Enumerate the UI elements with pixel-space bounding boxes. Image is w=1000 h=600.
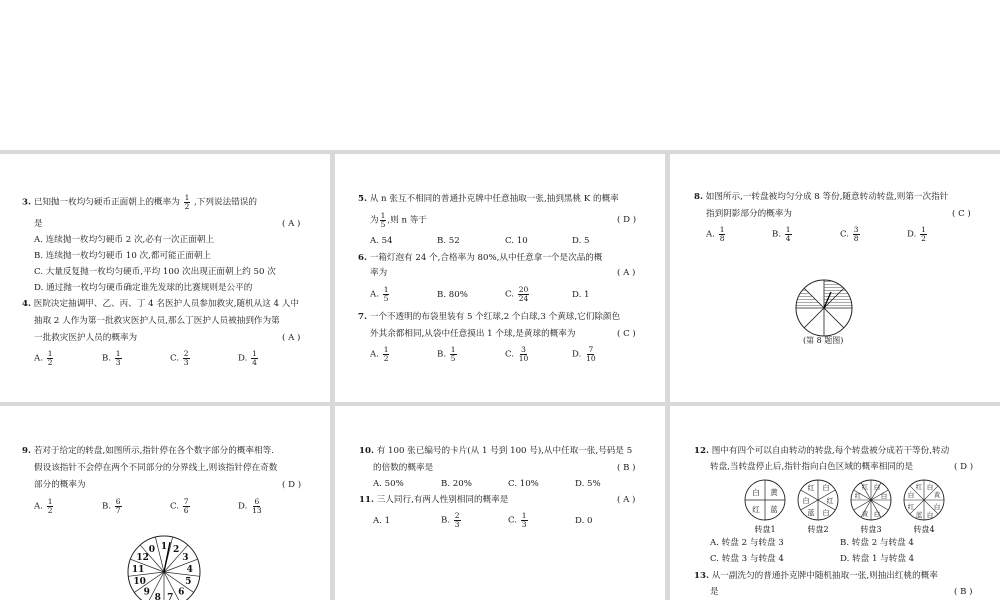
q4-text: 医院决定抽调甲、乙、丙、丁 4 名医护人员参加救灾,随机从这 4 人中 xyxy=(33,299,299,309)
spinner-4-label: 白 xyxy=(907,491,915,499)
q4-number: 4. xyxy=(22,299,31,309)
spinner-captions xyxy=(754,524,934,534)
q7-text: 一个不透明的布袋里装有 5 个红球,2 个白球,3 个黄球,它们除颜色 xyxy=(369,312,621,322)
q10-line1 xyxy=(359,446,632,456)
spinner-4-label: 黄 xyxy=(933,491,941,499)
q9-sector-number: 11 xyxy=(131,564,145,575)
q9-sector-numbers xyxy=(132,542,193,600)
q4-option-b: B. $\frac{1}{3}$ xyxy=(102,349,121,367)
q8-line1 xyxy=(694,192,948,202)
q8-option-c: C. $\frac{3}{8}$ xyxy=(840,225,859,243)
q11-number: 11. xyxy=(359,495,374,505)
q9-sector-number: 6 xyxy=(178,587,185,598)
spinner-1-label: 蓝 xyxy=(770,505,778,514)
q8-line2: 指到阴影部分的概率为 xyxy=(706,209,792,219)
q11-text: 三人同行,有两人性别相同的概率是 xyxy=(376,495,509,505)
q7-number: 7. xyxy=(358,312,367,322)
q9-line1 xyxy=(22,446,274,456)
spinner-1-label: 红 xyxy=(752,505,760,514)
q13-line2: 是 xyxy=(710,587,719,597)
q12-option-a: A. 转盘 2 与转盘 3 xyxy=(710,538,784,548)
q6-line1 xyxy=(358,253,602,263)
q10-option-a: A. 50% xyxy=(373,479,404,489)
q5-line1 xyxy=(358,194,619,204)
q11-option-b: B. $\frac{2}{3}$ xyxy=(441,511,460,529)
q4-option-d: D. $\frac{1}{4}$ xyxy=(238,349,257,367)
spinner-1-label: 白 xyxy=(752,488,760,497)
q7-option-b: B. $\frac{1}{5}$ xyxy=(437,345,456,363)
q4-line1 xyxy=(22,299,299,309)
q9-sector-number: 4 xyxy=(186,564,193,575)
spinner-2-label: 蓝 xyxy=(807,509,815,517)
q11-option-d: D. 0 xyxy=(575,516,593,526)
spinner-1-caption: 转盘1 xyxy=(754,525,776,534)
q13-text: 从一副洗匀的普通扑克牌中随机抽取一张,则抽出红桃的概率 xyxy=(711,571,938,581)
q6-answer: ( A ) xyxy=(617,268,636,278)
q8-number: 8. xyxy=(694,192,703,202)
q3-line1 xyxy=(22,194,257,210)
q6-option-c: C. $\frac{20}{24}$ xyxy=(505,285,529,303)
q13-line1 xyxy=(694,571,938,581)
q10-answer: ( B ) xyxy=(617,463,636,473)
spinner-3-label: 白 xyxy=(873,483,881,491)
q9-sector-number: 2 xyxy=(172,544,180,555)
q4-line3: 一批救灾医护人员的概率为 xyxy=(34,333,138,343)
q8-answer: ( C ) xyxy=(952,209,971,219)
q5-option-c: C. 10 xyxy=(505,236,528,246)
q3-option-d: D. 通过抛一枚均匀硬币确定谁先发球的比赛规则是公平的 xyxy=(34,283,253,293)
q3-line2: 是 xyxy=(34,219,43,229)
q13-answer: ( B ) xyxy=(954,587,973,597)
q12-spinners-figure xyxy=(740,478,950,534)
q4-option-c: C. $\frac{2}{3}$ xyxy=(170,349,189,367)
q12-line2: 转盘,当转盘停止后,指针指向白色区域的概率相同的是 xyxy=(710,462,914,472)
spinner-4-label: 白 xyxy=(926,511,934,519)
spinner-1 xyxy=(745,480,785,520)
q12-answer: ( D ) xyxy=(954,462,974,472)
spinner-2 xyxy=(798,480,838,520)
blank-header-area xyxy=(0,0,1000,150)
spinner-2-label: 红 xyxy=(807,484,815,492)
q3-number: 3. xyxy=(22,197,31,208)
panel-question-9 xyxy=(0,406,330,600)
q12-line1 xyxy=(694,446,949,456)
q12-option-b: B. 转盘 2 与转盘 4 xyxy=(840,538,914,548)
q7-line1 xyxy=(358,312,620,322)
q9-option-d: D. $\frac{6}{13}$ xyxy=(238,497,262,515)
spinner-2-label: 红 xyxy=(826,497,834,505)
q5-number: 5. xyxy=(358,194,367,204)
panel-questions-12-13 xyxy=(670,406,1000,600)
q6-option-b: B. 80% xyxy=(437,290,468,300)
q5-line2: 为 $\frac{1}{5}$ ,则 n 等于 xyxy=(370,211,427,229)
q9-sector-number: 0 xyxy=(148,544,156,555)
q7-option-c: C. $\frac{3}{10}$ xyxy=(505,345,529,363)
q3-fraction: $\frac{1}{2}$ xyxy=(184,193,190,211)
q10-option-b: B. 20% xyxy=(441,479,472,489)
q3-option-a: A. 连续抛一枚均匀硬币 2 次,必有一次正面朝上 xyxy=(34,235,215,245)
q6-line2: 率为 xyxy=(370,268,388,278)
spinner-4-label: 红 xyxy=(907,503,915,511)
q10-text: 有 100 张已编号的卡片(从 1 号到 100 号),从中任取一张,号码是 5 xyxy=(376,446,633,456)
q9-sector-number: 3 xyxy=(182,553,189,564)
q10-option-d: D. 5% xyxy=(575,479,601,489)
q5-answer: ( D ) xyxy=(617,215,637,225)
q3-text-tail: ,下列说法错误的 xyxy=(194,197,257,208)
q10-line2: 的倍数的概率是 xyxy=(373,463,434,473)
panel-question-8 xyxy=(670,154,1000,402)
spinner-3-label: 红 xyxy=(854,492,862,500)
q6-text: 一箱灯泡有 24 个,合格率为 80%,从中任意拿一个是次品的概 xyxy=(369,253,603,263)
q12-text: 图中有四个可以自由转动的转盘,每个转盘被分成若干等份,转动 xyxy=(711,446,950,456)
q9-spinner-figure xyxy=(126,534,202,600)
q3-option-c: C. 大量反复抛一枚均匀硬币,平均 100 次出现正面朝上约 50 次 xyxy=(34,267,276,277)
q8-option-b: B. $\frac{1}{4}$ xyxy=(772,225,791,243)
q3-option-b: B. 连续抛一枚均匀硬币 10 次,都可能正面朝上 xyxy=(34,251,212,261)
q5-option-d: D. 5 xyxy=(572,236,590,246)
spinner-2-caption: 转盘2 xyxy=(807,525,829,534)
spinner-1-label: 黄 xyxy=(770,488,778,497)
q4-option-a: A. $\frac{1}{2}$ xyxy=(34,349,53,367)
spinner-4-label: 白 xyxy=(933,503,941,511)
panel-questions-5-7 xyxy=(335,154,665,402)
panel-questions-10-11 xyxy=(335,406,665,600)
q10-option-c: C. 10% xyxy=(508,479,539,489)
q9-option-c: C. $\frac{7}{6}$ xyxy=(170,497,189,515)
q5-text: 从 n 张互不相同的普通扑克牌中任意抽取一张,抽到黑桃 K 的概率 xyxy=(369,194,619,204)
q11-line1 xyxy=(359,495,508,505)
q12-number: 12. xyxy=(694,446,709,456)
q12-option-d: D. 转盘 1 与转盘 4 xyxy=(840,554,915,564)
spinner-2-label: 白 xyxy=(822,509,830,517)
q7-answer: ( C ) xyxy=(617,329,636,339)
q12-option-c: C. 转盘 3 与转盘 4 xyxy=(710,554,784,564)
q4-line2: 抽取 2 人作为第一批救灾医护人员,那么丁医护人员被抽到作为第 xyxy=(34,316,280,326)
q10-number: 10. xyxy=(359,446,374,456)
q3-text: 已知抛一枚均匀硬币正面朝上的概率为 xyxy=(33,197,180,208)
q9-answer: ( D ) xyxy=(282,480,302,490)
q4-answer: ( A ) xyxy=(282,333,301,343)
q7-option-d: D. $\frac{7}{10}$ xyxy=(572,345,596,363)
q5-option-b: B. 52 xyxy=(437,236,460,246)
q9-sector-number: 9 xyxy=(143,587,150,598)
spinner-2-label: 白 xyxy=(822,484,830,492)
q9-sector-number: 5 xyxy=(185,577,192,588)
spinner-3-label: 白 xyxy=(880,492,888,500)
q3-answer: ( A ) xyxy=(282,219,301,229)
q9-option-b: B. $\frac{6}{7}$ xyxy=(102,497,121,515)
spinner-4-caption: 转盘4 xyxy=(913,525,935,534)
q7-line2: 外其余都相同,从袋中任意摸出 1 个球,是黄球的概率为 xyxy=(370,329,576,339)
spinner-3 xyxy=(851,480,891,520)
q11-option-c: C. $\frac{1}{3}$ xyxy=(508,511,527,529)
q8-figure-caption: (第 8 题图) xyxy=(803,336,844,345)
spinner-3-label: 红 xyxy=(861,483,869,491)
q9-sector-number: 8 xyxy=(154,593,161,600)
spinner-4 xyxy=(904,480,944,520)
spinner-3-label: 黄 xyxy=(861,510,869,518)
q6-option-a: A. $\frac{1}{5}$ xyxy=(370,285,389,303)
spinner-3-caption: 转盘3 xyxy=(860,525,882,534)
q5-option-a: A. 54 xyxy=(370,236,393,246)
q6-option-d: D. 1 xyxy=(572,290,590,300)
q9-text: 若对于给定的转盘,如图所示,指针停在各个数字部分的概率相等. xyxy=(33,446,274,456)
q9-sector-number: 10 xyxy=(133,577,146,588)
q9-line2: 假设该指针不会停在两个不同部分的分界线上,则该指针停在奇数 xyxy=(34,463,278,473)
q9-number: 9. xyxy=(22,446,31,456)
q9-sector-number: 7 xyxy=(167,593,174,600)
q8-option-a: A. $\frac{1}{8}$ xyxy=(706,225,725,243)
q9-line3: 部分的概率为 xyxy=(34,480,86,490)
q11-option-a: A. 1 xyxy=(373,516,391,526)
q13-number: 13. xyxy=(694,571,709,581)
spinner-2-label: 白 xyxy=(802,497,810,505)
q6-number: 6. xyxy=(358,253,367,263)
q8-option-d: D. $\frac{1}{2}$ xyxy=(907,225,926,243)
spinner-4-label: 红 xyxy=(915,483,923,491)
spinner-4-label: 蓝 xyxy=(915,511,923,519)
spinner-4-label: 白 xyxy=(926,483,934,491)
q9-option-a: A. $\frac{1}{2}$ xyxy=(34,497,53,515)
spinner-3-label: 白 xyxy=(873,510,881,518)
q8-text: 如图所示,一转盘被均匀分成 8 等份,随意转动转盘,则第一次指针 xyxy=(705,192,949,202)
q8-spinner-figure xyxy=(794,278,854,338)
q9-sector-number: 1 xyxy=(160,542,168,552)
panel-questions-3-4 xyxy=(0,154,330,402)
q7-option-a: A. $\frac{1}{2}$ xyxy=(370,345,389,363)
q9-sector-number: 12 xyxy=(136,553,149,564)
q11-answer: ( A ) xyxy=(617,495,636,505)
